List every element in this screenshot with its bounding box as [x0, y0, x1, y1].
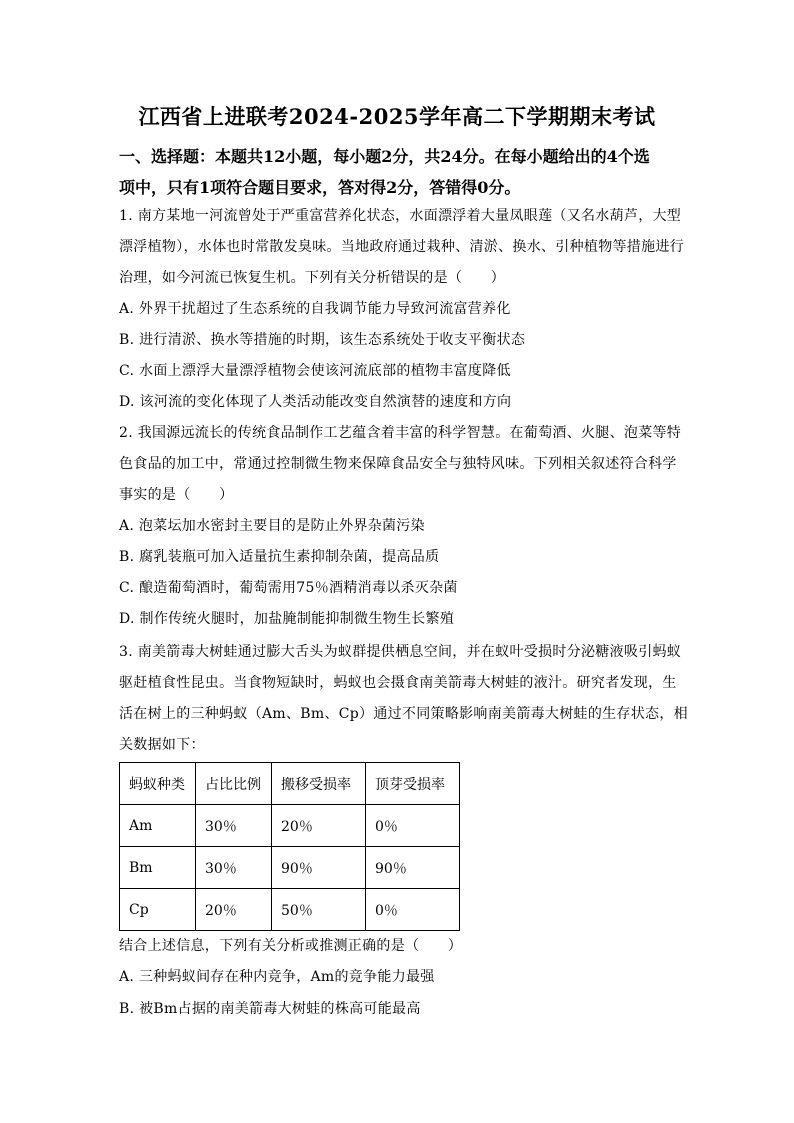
- table-cell: 20％: [196, 889, 272, 931]
- q3-stem-line-2: 驱赶植食性昆虫。当食物短缺时，蚂蚁也会摄食南美箭毒大树蛙的液汁。研究者发现，生: [119, 675, 677, 691]
- table-cell: 50％: [272, 889, 366, 931]
- table-cell: Am: [120, 805, 196, 847]
- table-row: [120, 847, 460, 889]
- q2-stem-line-2: 色食品的加工中，常通过控制微生物来保障食品安全与独特风味。下列相关叙述符合科学: [119, 456, 677, 472]
- table-cell: 30％: [196, 805, 272, 847]
- table-cell: Bm: [120, 847, 196, 889]
- table-row: [120, 805, 460, 847]
- q3-question-line: 结合上述信息，下列有关分析或推测正确的是（ ）: [119, 938, 463, 954]
- table-cell: 0％: [366, 805, 460, 847]
- page-title: 江西省上进联考2024-2025学年高二下学期期末考试: [138, 104, 656, 129]
- table-cell: 30％: [196, 847, 272, 889]
- q1-stem-line-3: 治理，如今河流已恢复生机。下列有关分析错误的是（ ）: [119, 270, 506, 286]
- q1-option-d: D. 该河流的变化体现了人类活动能改变自然演替的速度和方向: [119, 394, 512, 410]
- q2-option-c: C. 酿造葡萄酒时，葡萄需用75％酒精消毒以杀灭杂菌: [119, 580, 458, 596]
- table-header-cell: 蚂蚁种类: [120, 763, 196, 805]
- section-heading-line-1: 一、选择题：本题共12小题，每小题2分，共24分。在每小题给出的4个选: [119, 147, 650, 166]
- table-header-cell: 顶芽受损率: [366, 763, 460, 805]
- q3-option-b: B. 被Bm占据的南美箭毒大树蛙的株高可能最高: [119, 1001, 421, 1017]
- q3-stem-line-4: 关数据如下：: [119, 737, 205, 753]
- q1-option-c: C. 水面上漂浮大量漂浮植物会使该河流底部的植物丰富度降低: [119, 363, 511, 379]
- table-header-cell: 占比比例: [196, 763, 272, 805]
- q2-option-d: D. 制作传统火腿时，加盐腌制能抑制微生物生长繁殖: [119, 611, 455, 627]
- q2-option-b: B. 腐乳装瓶可加入适量抗生素抑制杂菌，提高品质: [119, 549, 440, 565]
- table-row: [120, 889, 460, 931]
- table-cell: Cp: [120, 889, 196, 931]
- table-cell: 90％: [272, 847, 366, 889]
- table-cell: 0％: [366, 889, 460, 931]
- q3-stem-line-1: 3. 南美箭毒大树蛙通过膨大舌头为蚁群提供栖息空间，并在蚁叶受损时分泌糖液吸引蚂蚁: [119, 644, 682, 660]
- q1-option-a: A. 外界干扰超过了生态系统的自我调节能力导致河流富营养化: [119, 301, 511, 317]
- q1-option-b: B. 进行清淤、换水等措施的时期，该生态系统处于收支平衡状态: [119, 332, 526, 348]
- q2-stem-line-1: 2. 我国源远流长的传统食品制作工艺蕴含着丰富的科学智慧。在葡萄酒、火腿、泡菜等特: [119, 425, 682, 441]
- q2-option-a: A. 泡菜坛加水密封主要目的是防止外界杂菌污染: [119, 518, 425, 534]
- table-cell: 90％: [366, 847, 460, 889]
- table-cell: 20％: [272, 805, 366, 847]
- table-header-row: [120, 763, 460, 805]
- q1-stem-line-1: 1. 南方某地一河流曾处于严重富营养化状态，水面漂浮着大量凤眼莲（又名水葫芦，大型: [119, 208, 682, 224]
- ant-data-table: [119, 762, 460, 931]
- q3-option-a: A. 三种蚂蚁间存在种内竞争，Am的竞争能力最强: [119, 969, 435, 985]
- q3-stem-line-3: 活在树上的三种蚂蚁（Am、Bm、Cp）通过不同策略影响南美箭毒大树蛙的生存状态，相: [119, 706, 688, 722]
- q2-stem-line-3: 事实的是（ ）: [119, 487, 234, 503]
- section-heading-line-2: 项中，只有1项符合题目要求，答对得2分，答错得0分。: [119, 178, 521, 197]
- table-header-cell: 搬移受损率: [272, 763, 366, 805]
- q1-stem-line-2: 漂浮植物），水体也时常散发臭味。当地政府通过栽种、清淤、换水、引种植物等措施进行: [119, 239, 684, 255]
